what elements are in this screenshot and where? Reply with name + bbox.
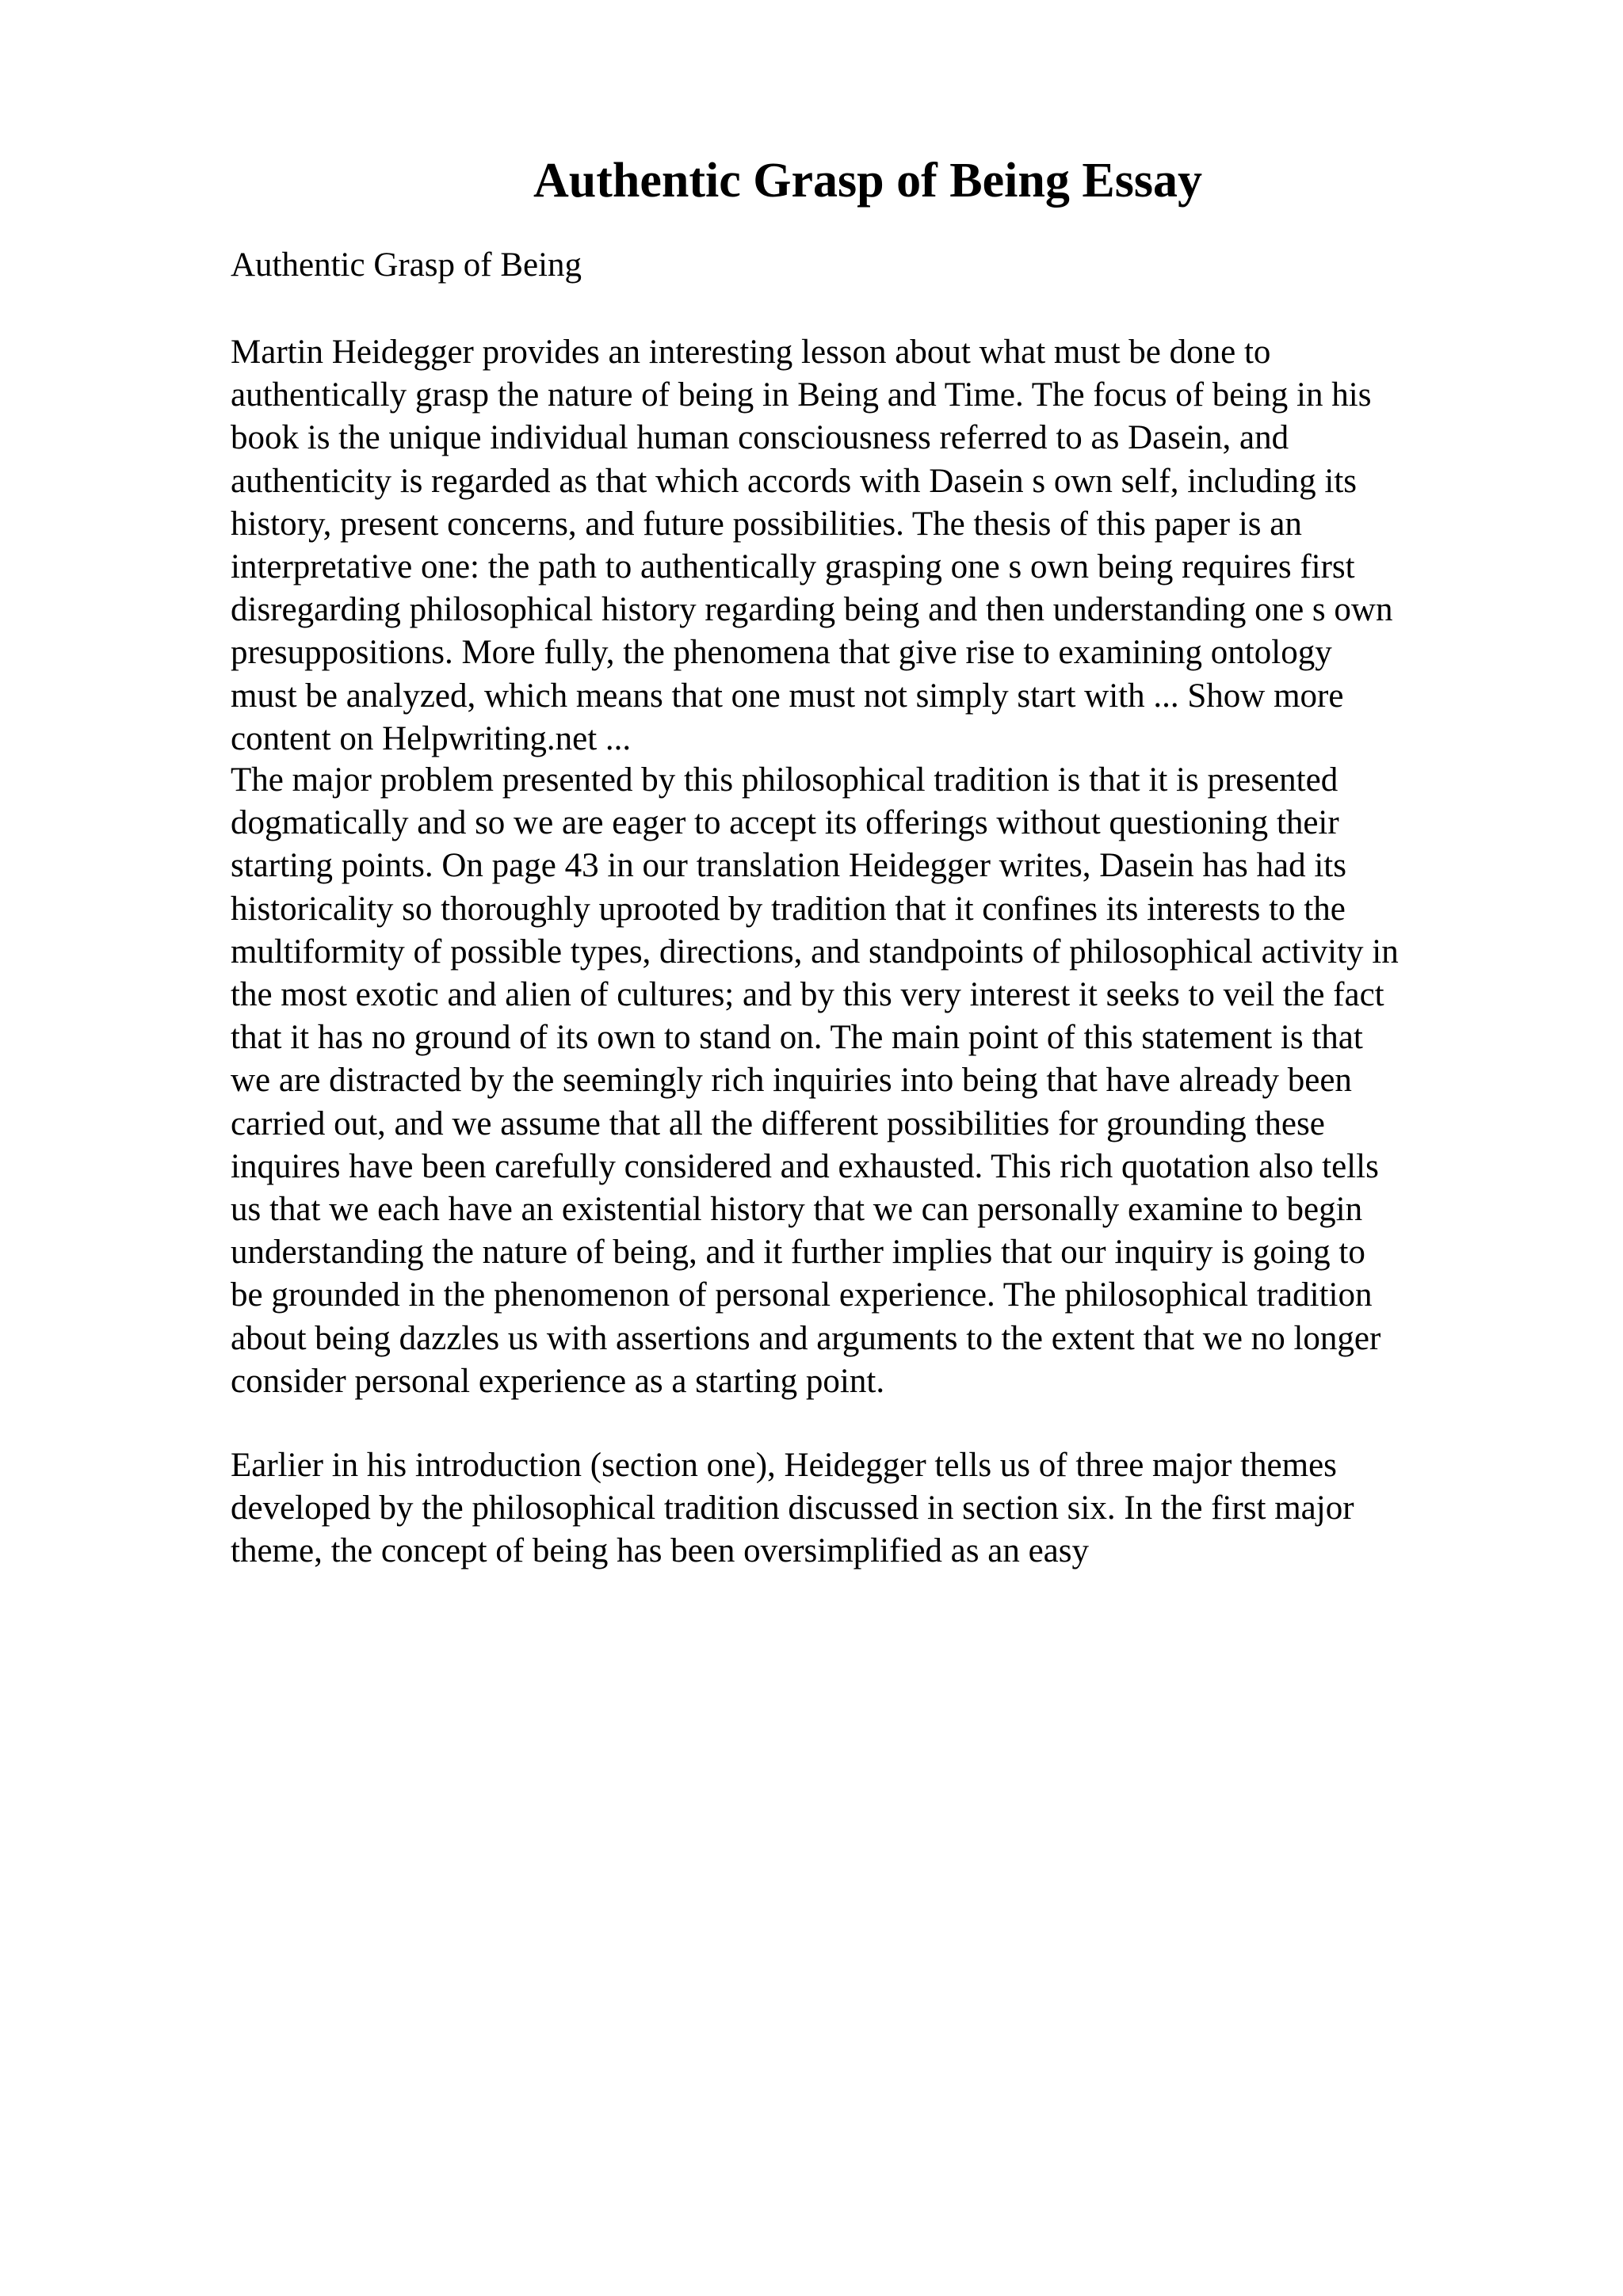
text-line: authenticity is regarded as that which accords with Dasein s own self, including its — [231, 462, 1358, 500]
text-line: that it has no ground of its own to stand on. The main point of this statement is that — [231, 1019, 1363, 1057]
text-line: dogmatically and so we are eager to accept its offerings without questioning their — [231, 804, 1339, 842]
text-line: book is the unique individual human consciousness referred to as Dasein, and — [231, 419, 1289, 457]
text-line: about being dazzles us with assertions and arguments to the extent that we no longer — [231, 1319, 1381, 1357]
paragraph-1 — [231, 331, 1392, 761]
text-line: us that we each have an existential history that we can personally examine to begin — [231, 1191, 1363, 1229]
text-line: disregarding philosophical history regarding being and then understanding one s own — [231, 591, 1393, 629]
text-line: carried out, and we assume that all the different possibilities for grounding these — [231, 1104, 1325, 1142]
text-line: interpretative one: the path to authentically grasping one s own being requires first — [231, 548, 1355, 586]
text-line: we are distracted by the seemingly rich inquiries into being that have already been — [231, 1062, 1352, 1100]
text-line: developed by the philosophical tradition discussed in section six. In the first major — [231, 1489, 1354, 1527]
text-line: theme, the concept of being has been oversimplified as an easy — [231, 1532, 1089, 1570]
text-line: inquires have been carefully considered and exhausted. This rich quotation also tells — [231, 1147, 1379, 1185]
text-line: consider personal experience as a starting point. — [231, 1362, 885, 1400]
text-line: authentically grasp the nature of being in Being and Time. The focus of being in his — [231, 376, 1372, 414]
text-line: the most exotic and alien of cultures; and by this very interest it seeks to veil the fact — [231, 976, 1384, 1014]
paragraph-2 — [231, 759, 1399, 1403]
text-line: history, present concerns, and future possibilities. The thesis of this paper is an — [231, 505, 1302, 543]
text-line: content on Helpwriting.net ... — [231, 719, 632, 757]
text-line: be grounded in the phenomenon of personal experience. The philosophical tradition — [231, 1276, 1373, 1314]
text-line: historicality so thoroughly uprooted by tradition that it confines its interests to the — [231, 890, 1346, 928]
paragraph-3 — [231, 1444, 1354, 1573]
text-line: The major problem presented by this philosophical tradition is that it is presented — [231, 761, 1338, 799]
text-line: Earlier in his introduction (section one), Heidegger tells us of three major themes — [231, 1447, 1337, 1484]
text-line: understanding the nature of being, and it further implies that our inquiry is going to — [231, 1234, 1365, 1272]
essay-subtitle: Authentic Grasp of Being — [231, 246, 582, 284]
text-line: presuppositions. More fully, the phenomena that give rise to examining ontology — [231, 634, 1332, 672]
text-line: Martin Heidegger provides an interesting lesson about what must be done to — [231, 334, 1271, 371]
text-line: multiformity of possible types, directions, and standpoints of philosophical activity in — [231, 933, 1399, 971]
text-line: must be analyzed, which means that one must not simply start with ... Show more — [231, 677, 1344, 715]
page-title: Authentic Grasp of Being Essay — [533, 154, 1202, 208]
text-line: starting points. On page 43 in our translation Heidegger writes, Dasein has had its — [231, 847, 1346, 885]
